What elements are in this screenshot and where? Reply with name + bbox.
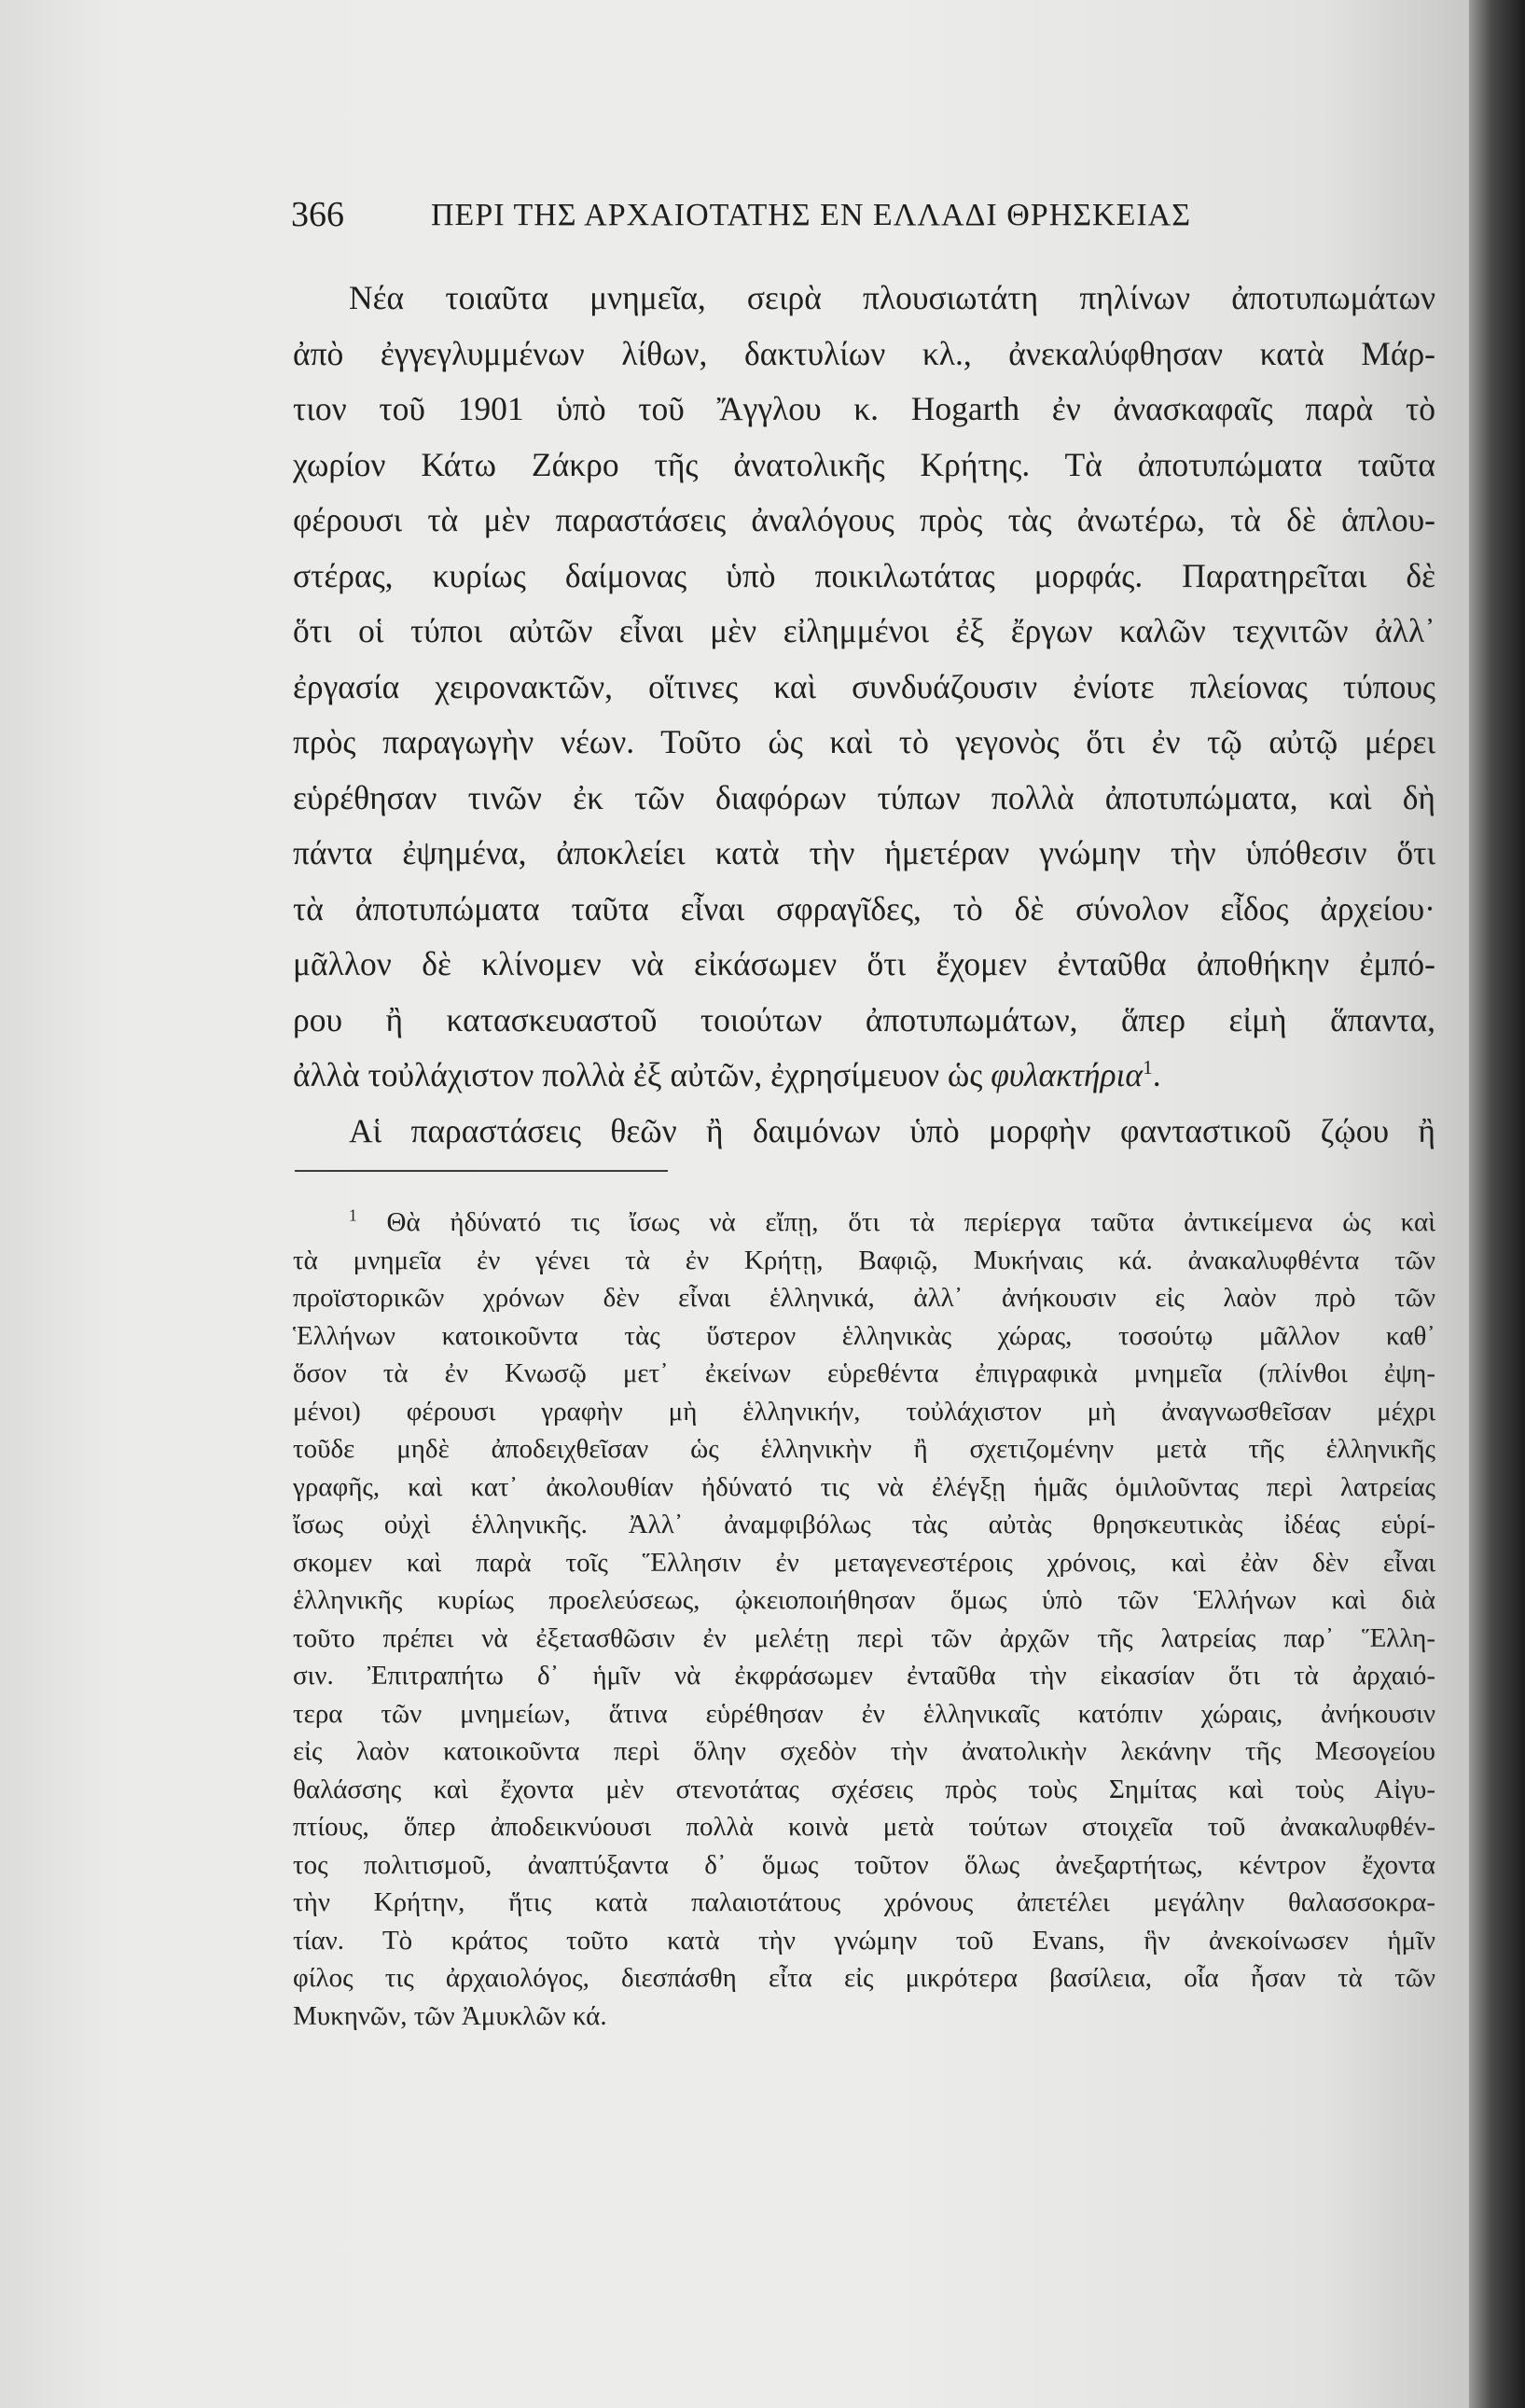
running-title: ΠΕΡΙ ΤΗΣ ΑΡΧΑΙΟΤΑΤΗΣ ΕΝ ΕΛΛΑΔΙ ΘΡΗΣΚΕΙΑΣ (431, 198, 1192, 232)
footnote-reference: 1 (1143, 1056, 1153, 1079)
footnote-line: σκομεν καὶ παρὰ τοῖς Ἕλλησιν ἐν μεταγενεστέροις χρόνοις, καὶ ἐὰν δὲν εἶναι (293, 1547, 1435, 1578)
text-line: ἐργασία χειρονακτῶν, οἵτινες καὶ συνδυάζουσιν ἐνίοτε πλείονας τύπους (293, 667, 1435, 705)
italic-term: φυλακτήρια (991, 1056, 1144, 1093)
book-spine-shadow (1469, 0, 1525, 2408)
main-text (293, 271, 1435, 1159)
text-line-last (293, 1048, 1435, 1104)
footnote-line: πτίους, ὅπερ ἀποδεικνύουσι πολλὰ κοινὰ μετὰ τούτων στοιχεῖα τοῦ ἀνακαλυφθέν- (293, 1812, 1435, 1842)
footnote-line: Ἑλλήνων κατοικοῦντα τὰς ὕστερον ἑλληνικὰς χώρας, τοσούτῳ μᾶλλον καθ᾽ (293, 1320, 1435, 1351)
footnote-line: ἴσως οὐχὶ ἑλληνικῆς. Ἀλλ᾽ ἀναμφιβόλως τὰς αὐτὰς θρησκευτικὰς ἰδέας εὑρί- (293, 1510, 1435, 1539)
text-line: ὅτι οἱ τύποι αὐτῶν εἶναι μὲν εἰλημμένοι ἐξ ἔργων καλῶν τεχνιτῶν ἀλλ᾽ (293, 612, 1435, 649)
footnote-line: εἰς λαὸν κατοικοῦντα περὶ ὅλην σχεδὸν τὴν ἀνατολικὴν λεκάνην τῆς Μεσογείου (293, 1736, 1435, 1766)
footnote-line: γραφῆς, καὶ κατ᾽ ἀκολουθίαν ἠδύνατό τις νὰ ἐλέγξῃ ἡμᾶς ὁμιλοῦντας περὶ λατρείας (293, 1471, 1435, 1502)
text-line: ἀπὸ ἐγγεγλυμμένων λίθων, δακτυλίων κλ., ἀνεκαλύφθησαν κατὰ Μάρ- (293, 334, 1435, 372)
text-line: Νέα τοιαῦτα μνημεῖα, σειρὰ πλουσιωτάτη πηλίνων ἀποτυπωμάτων (349, 279, 1435, 316)
text-line: τὰ ἀποτυπώματα ταῦτα εἶναι σφραγῖδες, τὸ δὲ σύνολον εἶδος ἀρχείου· (293, 889, 1435, 927)
footnote-line: φίλος τις ἀρχαιολόγος, διεσπάσθη εἶτα εἰς μικρότερα βασίλεια, οἷα ἦσαν τὰ τῶν (293, 1963, 1435, 1993)
footnote-line-last: Μυκηνῶν, τῶν Ἀμυκλῶν κά. (293, 2000, 607, 2031)
footnotes (293, 1204, 1435, 2035)
text-line: εὑρέθησαν τινῶν ἐκ τῶν διαφόρων τύπων πολλὰ ἀποτυπώματα, καὶ δὴ (293, 778, 1435, 816)
footnote-line: τος πολιτισμοῦ, ἀναπτύξαντα δ᾽ ὅμως τοῦτον ὅλως ἀνεξαρτήτως, κέντρον ἔχοντα (293, 1849, 1435, 1880)
text-line: πρὸς παραγωγὴν νέων. Τοῦτο ὡς καὶ τὸ γεγονὸς ὅτι ἐν τῷ αὐτῷ μέρει (293, 723, 1435, 760)
footnote-line: τὴν Κρήτην, ἥτις κατὰ παλαιοτάτους χρόνους ἀπετέλει μεγάλην θαλασσοκρα- (293, 1887, 1435, 1917)
footnote-line: μένοι) φέρουσι γραφὴν μὴ ἑλληνικήν, τοὐλάχιστον μὴ ἀναγνωσθεῖσαν μέχρι (293, 1396, 1435, 1427)
text-line: στέρας, κυρίως δαίμονας ὑπὸ ποικιλωτάτας μορφάς. Παρατηρεῖται δὲ (293, 556, 1435, 594)
text-line: τιον τοῦ 1901 ὑπὸ τοῦ Ἄγγλου κ. Hogarth ἐν ἀνασκαφαῖς παρὰ τὸ (293, 390, 1435, 427)
footnote-line: τοῦτο πρέπει νὰ ἐξετασθῶσιν ἐν μελέτῃ περὶ τῶν ἀρχῶν τῆς λατρείας παρ᾽ Ἕλλη- (293, 1622, 1435, 1653)
footnote-line: ἑλληνικῆς κυρίως προελεύσεως, ᾠκειοποιήθησαν ὅμως ὑπὸ τῶν Ἑλλήνων καὶ διὰ (293, 1585, 1435, 1615)
footnote-line: τοῦδε μηδὲ ἀποδειχθεῖσαν ὡς ἑλληνικὴν ἢ σχετιζομένην μετὰ τῆς ἑλληνικῆς (293, 1434, 1435, 1464)
page-number: 366 (291, 195, 344, 234)
footnote-line-first (293, 1204, 1435, 1242)
text-line: μᾶλλον δὲ κλίνομεν νὰ εἰκάσωμεν ὅτι ἔχομεν ἐνταῦθα ἀποθήκην ἐμπό- (293, 945, 1435, 982)
footnote-marker: 1 (349, 1205, 357, 1225)
footnote-line: τὰ μνημεῖα ἐν γένει τὰ ἐν Κρήτῃ, Βαφιῷ, Μυκήναις κά. ἀνακαλυφθέντα τῶν (293, 1245, 1435, 1275)
page-header (291, 194, 1392, 250)
text-line: Αἱ παραστάσεις θεῶν ἢ δαιμόνων ὑπὸ μορφὴν φανταστικοῦ ζῴου ἢ (349, 1111, 1435, 1149)
text-line: χωρίον Κάτω Ζάκρο τῆς ἀνατολικῆς Κρήτης. Τὰ ἀποτυπώματα ταῦτα (293, 445, 1435, 483)
footnote-line: τίαν. Τὸ κράτος τοῦτο κατὰ τὴν γνώμην τοῦ Evans, ἣν ἀνεκοίνωσεν ἡμῖν (293, 1925, 1435, 1956)
footnote-line: προϊστορικῶν χρόνων δὲν εἶναι ἑλληνικά, ἀλλ᾽ ἀνήκουσιν εἰς λαὸν πρὸ τῶν (293, 1283, 1435, 1313)
footnote-line: ὅσον τὰ ἐν Κνωσῷ μετ᾽ ἐκείνων εὑρεθέντα ἐπιγραφικὰ μνημεῖα (πλίνθοι ἐψη- (293, 1358, 1435, 1388)
text-line-content: ἀλλὰ τοὐλάχιστον πολλὰ ἐξ αὐτῶν, ἐχρησίμευον ὡς (293, 1056, 983, 1093)
closing-punctuation: . (1152, 1056, 1161, 1093)
footnote-line: θαλάσσης καὶ ἔχοντα μὲν στενοτάτας σχέσεις πρὸς τοὺς Σημίτας καὶ τοὺς Αἰγυ- (293, 1774, 1435, 1804)
footnote-rule (295, 1170, 668, 1172)
text-line: πάντα ἐψημένα, ἀποκλείει κατὰ τὴν ἡμετέραν γνώμην τὴν ὑπόθεσιν ὅτι (293, 834, 1435, 871)
text-line: ρου ἢ κατασκευαστοῦ τοιούτων ἀποτυπωμάτων, ἅπερ εἰμὴ ἅπαντα, (293, 1000, 1435, 1038)
footnote-line-content: Θὰ ἠδύνατό τις ἴσως νὰ εἴπῃ, ὅτι τὰ περίεργα ταῦτα ἀντικείμενα ὡς καὶ (386, 1207, 1435, 1237)
text-line: φέρουσι τὰ μὲν παραστάσεις ἀναλόγους πρὸς τὰς ἀνωτέρω, τὰ δὲ ἁπλου- (293, 501, 1435, 538)
footnote-line: σιν. Ἐπιτραπήτω δ᾽ ἡμῖν νὰ ἐκφράσωμεν ἐνταῦθα τὴν εἰκασίαν ὅτι τὰ ἀρχαιό- (293, 1661, 1435, 1691)
footnote-line: τερα τῶν μνημείων, ἅτινα εὑρέθησαν ἐν ἑλληνικαῖς κατόπιν χώραις, ἀνήκουσιν (293, 1698, 1435, 1729)
